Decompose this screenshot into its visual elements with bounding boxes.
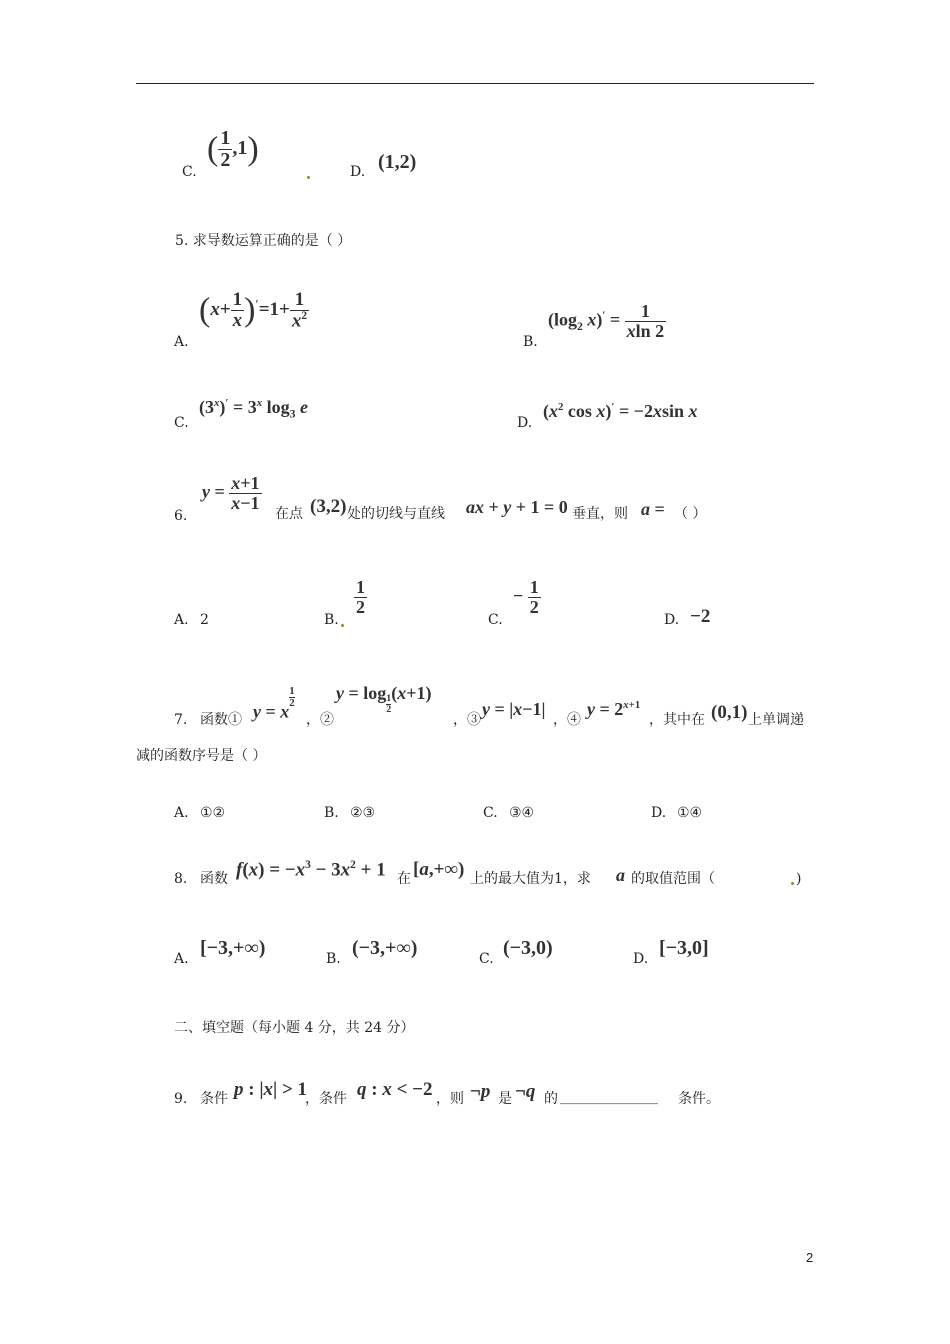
q8-option-c-formula: (−3,0) [503, 937, 553, 959]
artifact-dot [341, 624, 344, 627]
q9-text-is: 是 [498, 1091, 512, 1107]
q6-option-d-label: D. [664, 612, 680, 628]
q9-text-condition-2: ，条件 [305, 1091, 347, 1107]
q4-option-c-label: C. [182, 164, 197, 180]
q8-text-on: 在 [397, 871, 411, 887]
q9-condition-q: q : x < −2 [357, 1079, 433, 1100]
q9-text-then: ，则 [436, 1091, 464, 1107]
q6-option-c-formula: − $\frac{1}{2}$ [513, 577, 539, 617]
q8-interval: [a,+∞) [413, 859, 465, 880]
q7-function-4: $y = 2^{x+1}$ [587, 699, 641, 719]
q5-option-d-label: D. [517, 415, 533, 431]
q7-option-a-label: A. [174, 805, 189, 821]
q7-comma-2: ，② [306, 712, 334, 728]
q7-option-b-label: B. [324, 805, 339, 821]
artifact-dot [791, 882, 794, 885]
q7-function-3: y = |x−1| [482, 699, 546, 719]
q7-text-where: ，其中在 [649, 712, 705, 728]
page-number: 2 [806, 1250, 814, 1265]
q9-not-q: ¬q [515, 1081, 536, 1102]
q4-option-d-label: D. [350, 164, 366, 180]
q4-option-c-formula: ( $\frac{1}{2}$ ,1) [207, 127, 259, 171]
q7-option-a-value: ①② [200, 805, 226, 821]
q6-option-a-label: A. [174, 612, 189, 628]
section-2-title: 二、填空题（每小题 4 分，共 24 分） [174, 1020, 415, 1036]
q8-option-d-formula: [−3,0] [659, 937, 709, 959]
q7-option-c-value: ③④ [509, 805, 535, 821]
q7-function-1: y = x $\frac{1}{2}$ [253, 685, 295, 722]
q8-text-max: 上的最大值为1，求 [470, 871, 591, 887]
q9-condition-p: p : |x| > 1 [234, 1079, 308, 1100]
q9-text-condition-end: 条件。 [678, 1091, 720, 1107]
q7-interval: (0,1) [711, 702, 748, 723]
q8-option-a-formula: [−3,+∞) [200, 937, 266, 959]
q5-option-d-formula: ($x^2$ cos x)′ = −2xsin x [543, 401, 698, 421]
q5-option-b-label: B. [523, 334, 538, 350]
q6-option-b-formula: $\frac{1}{2}$ [356, 577, 365, 617]
header-rule [136, 83, 814, 84]
q6-a-equals: a = [641, 499, 665, 519]
q8-option-d-label: D. [633, 951, 649, 967]
q7-option-d-value: ①④ [677, 805, 703, 821]
q7-option-d-label: D. [651, 805, 667, 821]
q9-text-condition: 条件 [200, 1091, 228, 1107]
q7-text-decreasing: 上单调递 [748, 712, 804, 728]
q6-text-at-point: 在点 [275, 506, 303, 522]
q8-option-b-formula: (−3,+∞) [352, 937, 418, 959]
q7-function-2: y = log $\frac{1}{2}$ (x+1) [336, 683, 432, 715]
q8-option-b-label: B. [326, 951, 341, 967]
q4-option-d-formula: (1,2) [378, 151, 417, 173]
q6-answer-paren: （ ） [674, 506, 707, 522]
q9-text-of: 的 [544, 1091, 558, 1107]
q8-number: 8. [174, 871, 188, 887]
q5-option-c-formula: $(3^x)' = 3^x$ $\log_3 e$ [199, 397, 308, 421]
q6-option-a-value: 2 [200, 612, 209, 628]
q8-text-range: 的取值范围（ [631, 871, 715, 887]
q7-stem-line2: 减的函数序号是（ ） [136, 748, 267, 764]
q7-text-functions: 函数① [200, 712, 242, 728]
q6-option-b-label: B. [324, 612, 339, 628]
q6-text-perpendicular: 垂直，则 [572, 506, 628, 522]
q9-not-p: ¬p [470, 1081, 491, 1102]
artifact-dot [307, 176, 310, 179]
q8-text-function: 函数 [200, 871, 228, 887]
q9-answer-blank[interactable]: ______________ [560, 1089, 658, 1105]
q6-point: (3,2) [310, 496, 347, 517]
q7-comma-3: ，③ [453, 712, 481, 728]
q7-option-b-value: ②③ [350, 805, 376, 821]
q8-variable-a: a [616, 865, 625, 885]
q6-line-equation: ax + y + 1 = 0 [466, 497, 568, 517]
q5-stem: 5. 求导数运算正确的是（ ） [175, 233, 352, 249]
q7-comma-4: ，④ [553, 712, 581, 728]
q5-option-b-formula: ($\log_2$ x)′ = $\frac{1}{xln 2}$ [548, 301, 665, 341]
q8-close-paren: ) [796, 871, 802, 887]
q5-option-c-label: C. [174, 415, 189, 431]
q5-option-a-label: A. [174, 334, 189, 350]
q9-number: 9. [174, 1091, 188, 1107]
q8-function-formula: $f(x) = -x^3 - 3x^2 + 1$ [236, 859, 386, 881]
q8-option-a-label: A. [174, 951, 189, 967]
q6-option-c-label: C. [488, 612, 503, 628]
q7-number: 7. [174, 712, 188, 728]
q7-option-c-label: C. [483, 805, 498, 821]
q6-text-tangent: 处的切线与直线 [347, 506, 445, 522]
q6-function-formula: y = $\frac{x+1}{x-1}$ [202, 473, 260, 513]
q8-option-c-label: C. [479, 951, 494, 967]
q6-number: 6. [174, 508, 188, 524]
q6-option-d-formula: −2 [690, 606, 711, 627]
q5-option-a-formula: (x+ $\frac{1}{x}$ )′=1+ $\frac{1}{x^2}$ [199, 289, 308, 332]
